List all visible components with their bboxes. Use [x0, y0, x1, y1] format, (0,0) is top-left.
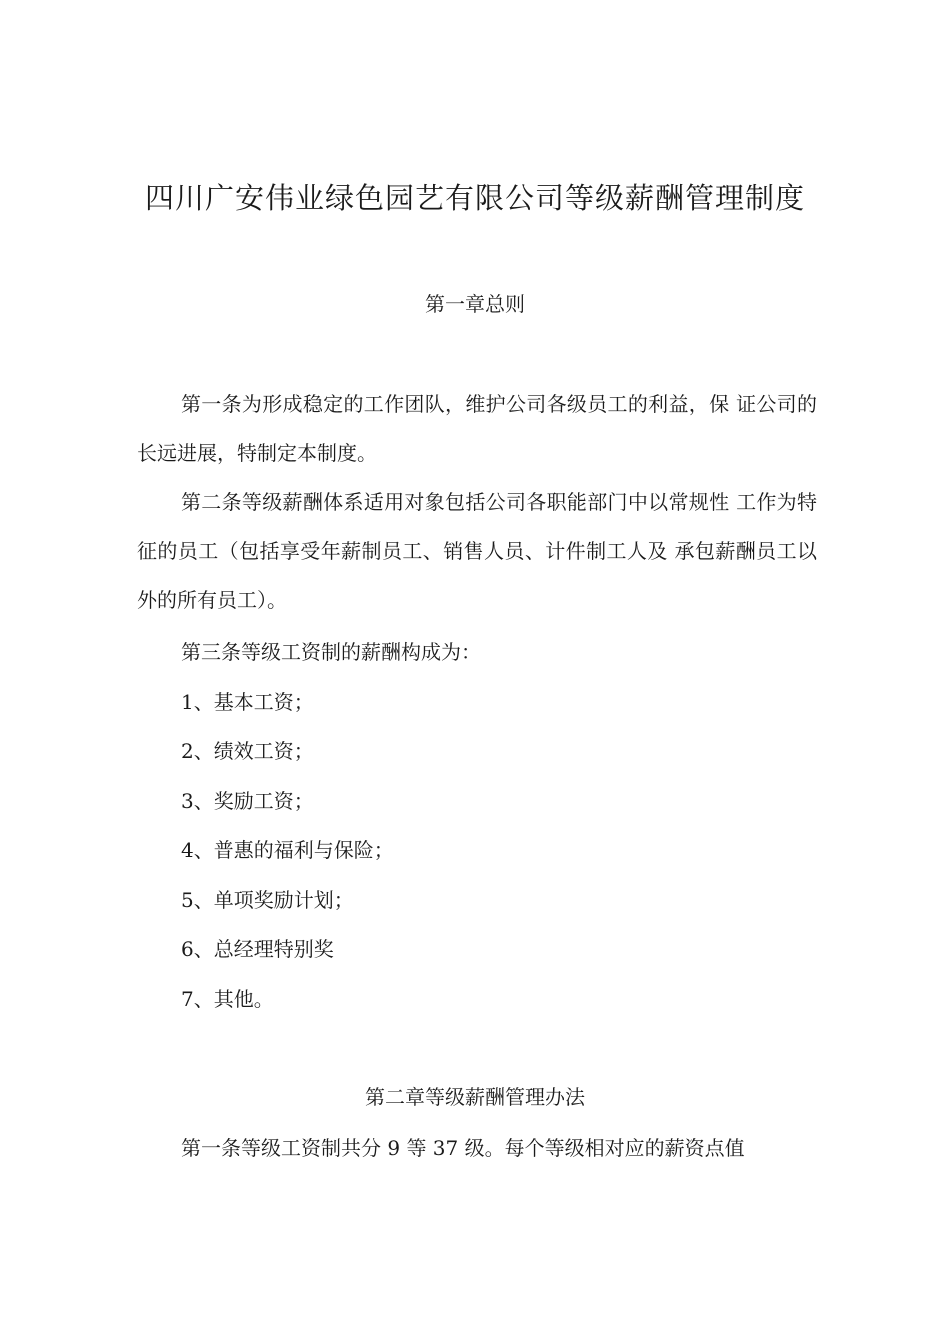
chapter-2-heading: 第二章等级薪酬管理办法 — [365, 1085, 585, 1109]
list-item: 1、基本工资； — [181, 690, 314, 714]
list-item: 7、其他。 — [181, 987, 274, 1011]
list-item: 5、单项奖励计划； — [181, 888, 354, 912]
chapter-1-article-3: 第三条等级工资制的薪酬构成为： — [181, 640, 481, 664]
chapter-2-article-1: 第一条等级工资制共分 9 等 37 级。每个等级相对应的薪资点值 — [181, 1136, 745, 1160]
chapter-1-heading: 第一章总则 — [425, 292, 525, 316]
document-title: 四川广安伟业绿色园艺有限公司等级薪酬管理制度 — [144, 181, 805, 215]
list-item: 4、普惠的福利与保险； — [181, 838, 394, 862]
list-item: 6、总经理特别奖 — [181, 937, 334, 961]
list-item: 2、绩效工资； — [181, 739, 314, 763]
chapter-1-article-2: 第二条等级薪酬体系适用对象包括公司各职能部门中以常规性 工作为特征的员工（包括享受年薪制员工、销售人员、计件制工人及 承包薪酬员工以外的所有员工）。 — [137, 490, 817, 612]
list-item: 3、奖励工资； — [181, 789, 314, 813]
chapter-1-article-1: 第一条为形成稳定的工作团队，维护公司各级员工的利益，保 证公司的长远进展，特制定本制度。 — [137, 392, 817, 465]
